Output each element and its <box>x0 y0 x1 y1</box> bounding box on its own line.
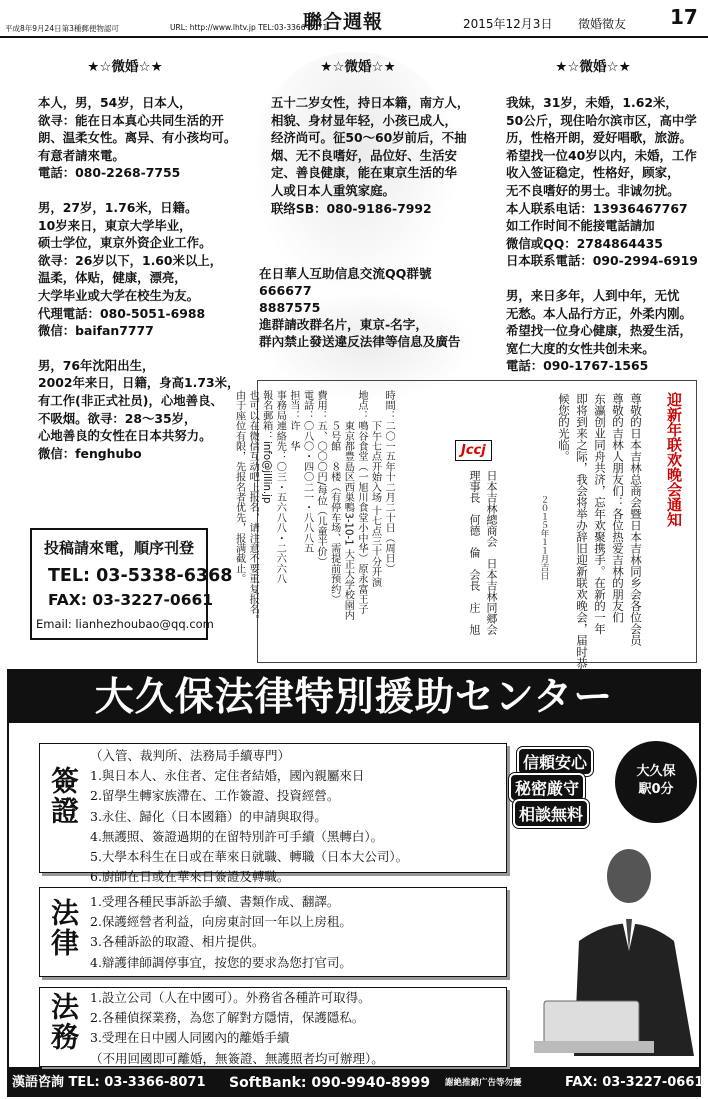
section-name: 徵婚徵友 <box>578 17 627 31</box>
affairs-section <box>39 987 507 1067</box>
page-footer <box>7 1069 704 1097</box>
column-1-title: ★☆微婚☆★ <box>87 59 163 75</box>
visa-section <box>39 743 507 885</box>
page-header <box>0 0 708 38</box>
jcci-logo: Jccj <box>455 440 492 461</box>
badge-confidential: 秘密厳守 <box>509 773 585 802</box>
notice-title: 迎新年联欢晚会通知 <box>665 392 683 527</box>
footer-note: 謝絶推銷广告等勿擾 <box>445 1078 522 1088</box>
submission-fax: FAX: 03-3227-0661 <box>48 591 214 609</box>
qq-group-notice: 在日華人互助信息交流QQ群號 666677 8887575 進群請改群名片，東京-名字， 群內禁止發送違反法律等信息及廣告 <box>259 266 461 349</box>
submission-box <box>30 528 233 640</box>
column-2-title: ★☆微婚☆★ <box>320 59 396 75</box>
law-label: 法律 <box>47 898 80 958</box>
badge-free-consult: 相談無料 <box>513 799 589 828</box>
column-2 <box>271 94 469 234</box>
column-3 <box>506 94 698 392</box>
footer-fax: FAX: 03-3227-0661 <box>565 1075 704 1090</box>
station-badge: 大久保 駅0分 <box>615 741 697 823</box>
notice-details: 時間：二〇一五年十二月二十日（周日） 下午七点开始入场 十七点三十分开演 地点：鳴谷食堂（一旭川食堂小中华）原永富王子 東京都豊島区西巣鴨3-10-1 大正大学校園内 ５号館 ８楼（有停车场、需提前预约） 費用：五、〇〇〇円/每位（儿童半价） 電話：〇八〇・四〇二一・八八八五 担当：许 华 事務局連絡先：〇三・五六八八・二六六八 報名郵箱：info@jlllin.jp 也可以在微信互动吧上报名，请注意不要重复报名。 由于座位有限，先报名者优先，报满截止。 <box>233 390 395 625</box>
notice-organizer: 日本吉林總商会 日本吉林同郷会 理事長 何德 倫 会長 庄 旭 <box>468 470 498 635</box>
law-section <box>39 887 507 977</box>
footer-tel: 漢語咨詢 TEL: 03-3366-8071 <box>12 1075 206 1090</box>
footer-softbank: SoftBank: 090-9940-8999 <box>229 1075 431 1091</box>
submission-email[interactable]: Email: lianhezhoubao@qq.com <box>36 617 214 631</box>
visa-label: 簽證 <box>47 766 80 826</box>
businessman-illustration <box>534 831 699 1056</box>
affairs-lines: 1.設立公司（人在中國可）。外務省各種許可取得。 2.各種偵探業務，為您了解對方隱情，保護隱私。 3.受理在日中國人同國內的離婚手續 （不用回國即可離婚，無簽證、無護照者均可辦理）。 <box>90 990 384 1066</box>
header-contact: URL: http://www.lhtv.jp TEL:03-3366-8071 <box>170 23 328 32</box>
page-number: 17 <box>670 5 698 29</box>
ad-banner: 大久保法律特別援助センター <box>9 671 699 723</box>
personal-ad: 本人，男，54岁，日本人， 欲寻：能在日本真心共同生活的开 朗、温柔女性。离异、有小孩均可。 有意者請來電。 電話：080-2268-7755 <box>38 95 237 181</box>
legal-aid-ad <box>7 669 701 1069</box>
personal-ad: 男，27岁，1.76米，日籍。 10岁来日，東京大学毕业， 硕士学位，東京外资企业工作。 欲寻：26岁以下，1.60米以上， 温柔，体贴，健康，漂亮， 大学毕业或大学在校生为友。 代理電話：080-5051-6988 微信：baifan7777 <box>38 199 223 339</box>
issue-date: 2015年12月3日 <box>463 17 553 31</box>
personal-ad: 男，76年沈阳出生， 2002年来日，日籍，身高1.73米， 有工作(非正式社员)，心地善良、 不吸烟。欲寻：28～35岁， 心地善良的女性在日本共努力。 微信：fenghubo <box>38 357 240 461</box>
permit-text: 平成8年9月24日第3種郵便物認可 <box>5 24 119 33</box>
newspaper-name: 聯合週報 <box>303 11 384 33</box>
submission-title: 投稿請來電，順序刊登 <box>43 539 194 557</box>
notice-date: ２０１５年１１月吉日 <box>539 495 549 580</box>
column-3-title: ★☆微婚☆★ <box>555 59 631 75</box>
column-1 <box>38 94 239 479</box>
personal-ad: 我妹，31岁，未婚，1.62米， 50公斤，现住哈尔滨市区，高中学 历，性格开朗，爱好唱歌，旅游。 希望找一位40岁以内，未婚，工作 收入签证稳定，性格好，顾家， 无不良嗜好的男士。非诚勿扰。 本人联系电话：13936467767 如工作时间不能接電話請加 微信或QQ：2784864435 日本联系電話：090-2994-6919 <box>506 95 698 269</box>
personal-ad: 男，来日多年，人到中年，无忧 无愁。本人品行方正，外柔内刚。 希望找一位身心健康，热爱生活， 宽仁大度的女性共创未来。 電話：090-1767-1565 <box>506 287 692 374</box>
submission-tel: TEL: 03-5338-6368 <box>48 566 233 586</box>
visa-lines: （入管、裁判所、法務局手續専門） 1.與日本人、永住者、定住者結婚，國內親屬來日 2.留學生轉家族滯在、工作簽證、投資經營。 3.永住、歸化（日本國籍）的申請與取得。 4.無護照、簽證過期的在留特別許可手續（黑轉白）。 5.大學本科生在日或在華來日就職、轉職（日本大公司）。 6.廚師在日或在華來日簽證及轉職。 <box>90 748 409 885</box>
badge-trust: 信頼安心 <box>517 747 593 776</box>
affairs-label: 法務 <box>47 992 80 1052</box>
law-lines: 1.受理各種民事訴訟手續、書類作成、翻譯。 2.保護經營者利益，向房東討回一年以上房租。 3.各種訴訟的取證、相片提供。 4.辯護律師調停事宜，按您的要求為您打官司。 <box>90 894 352 970</box>
notice-body: 尊敬的日本吉林总商会暨日本吉林同乡会各位会员 尊敬的吉林人朋友们：各位热爱吉林的朋友们 东瀛创业同舟共济，忘年欢聚携手。在新的一年 即将到来之际，我会将举办辞旧迎新联欢晚会，届时恭 候您的光临。 <box>557 393 643 669</box>
personal-ad: 五十二岁女性，持日本籍，南方人， 相貌、身材显年轻，小孩已成人， 经济尚可。征50～60岁前后，不抽 烟、无不良嗜好，品位好、生活安 定、善良健康，能在東京生活的华 人或日本人重筑家庭。 联络SB：080-9186-7992 <box>271 95 470 216</box>
